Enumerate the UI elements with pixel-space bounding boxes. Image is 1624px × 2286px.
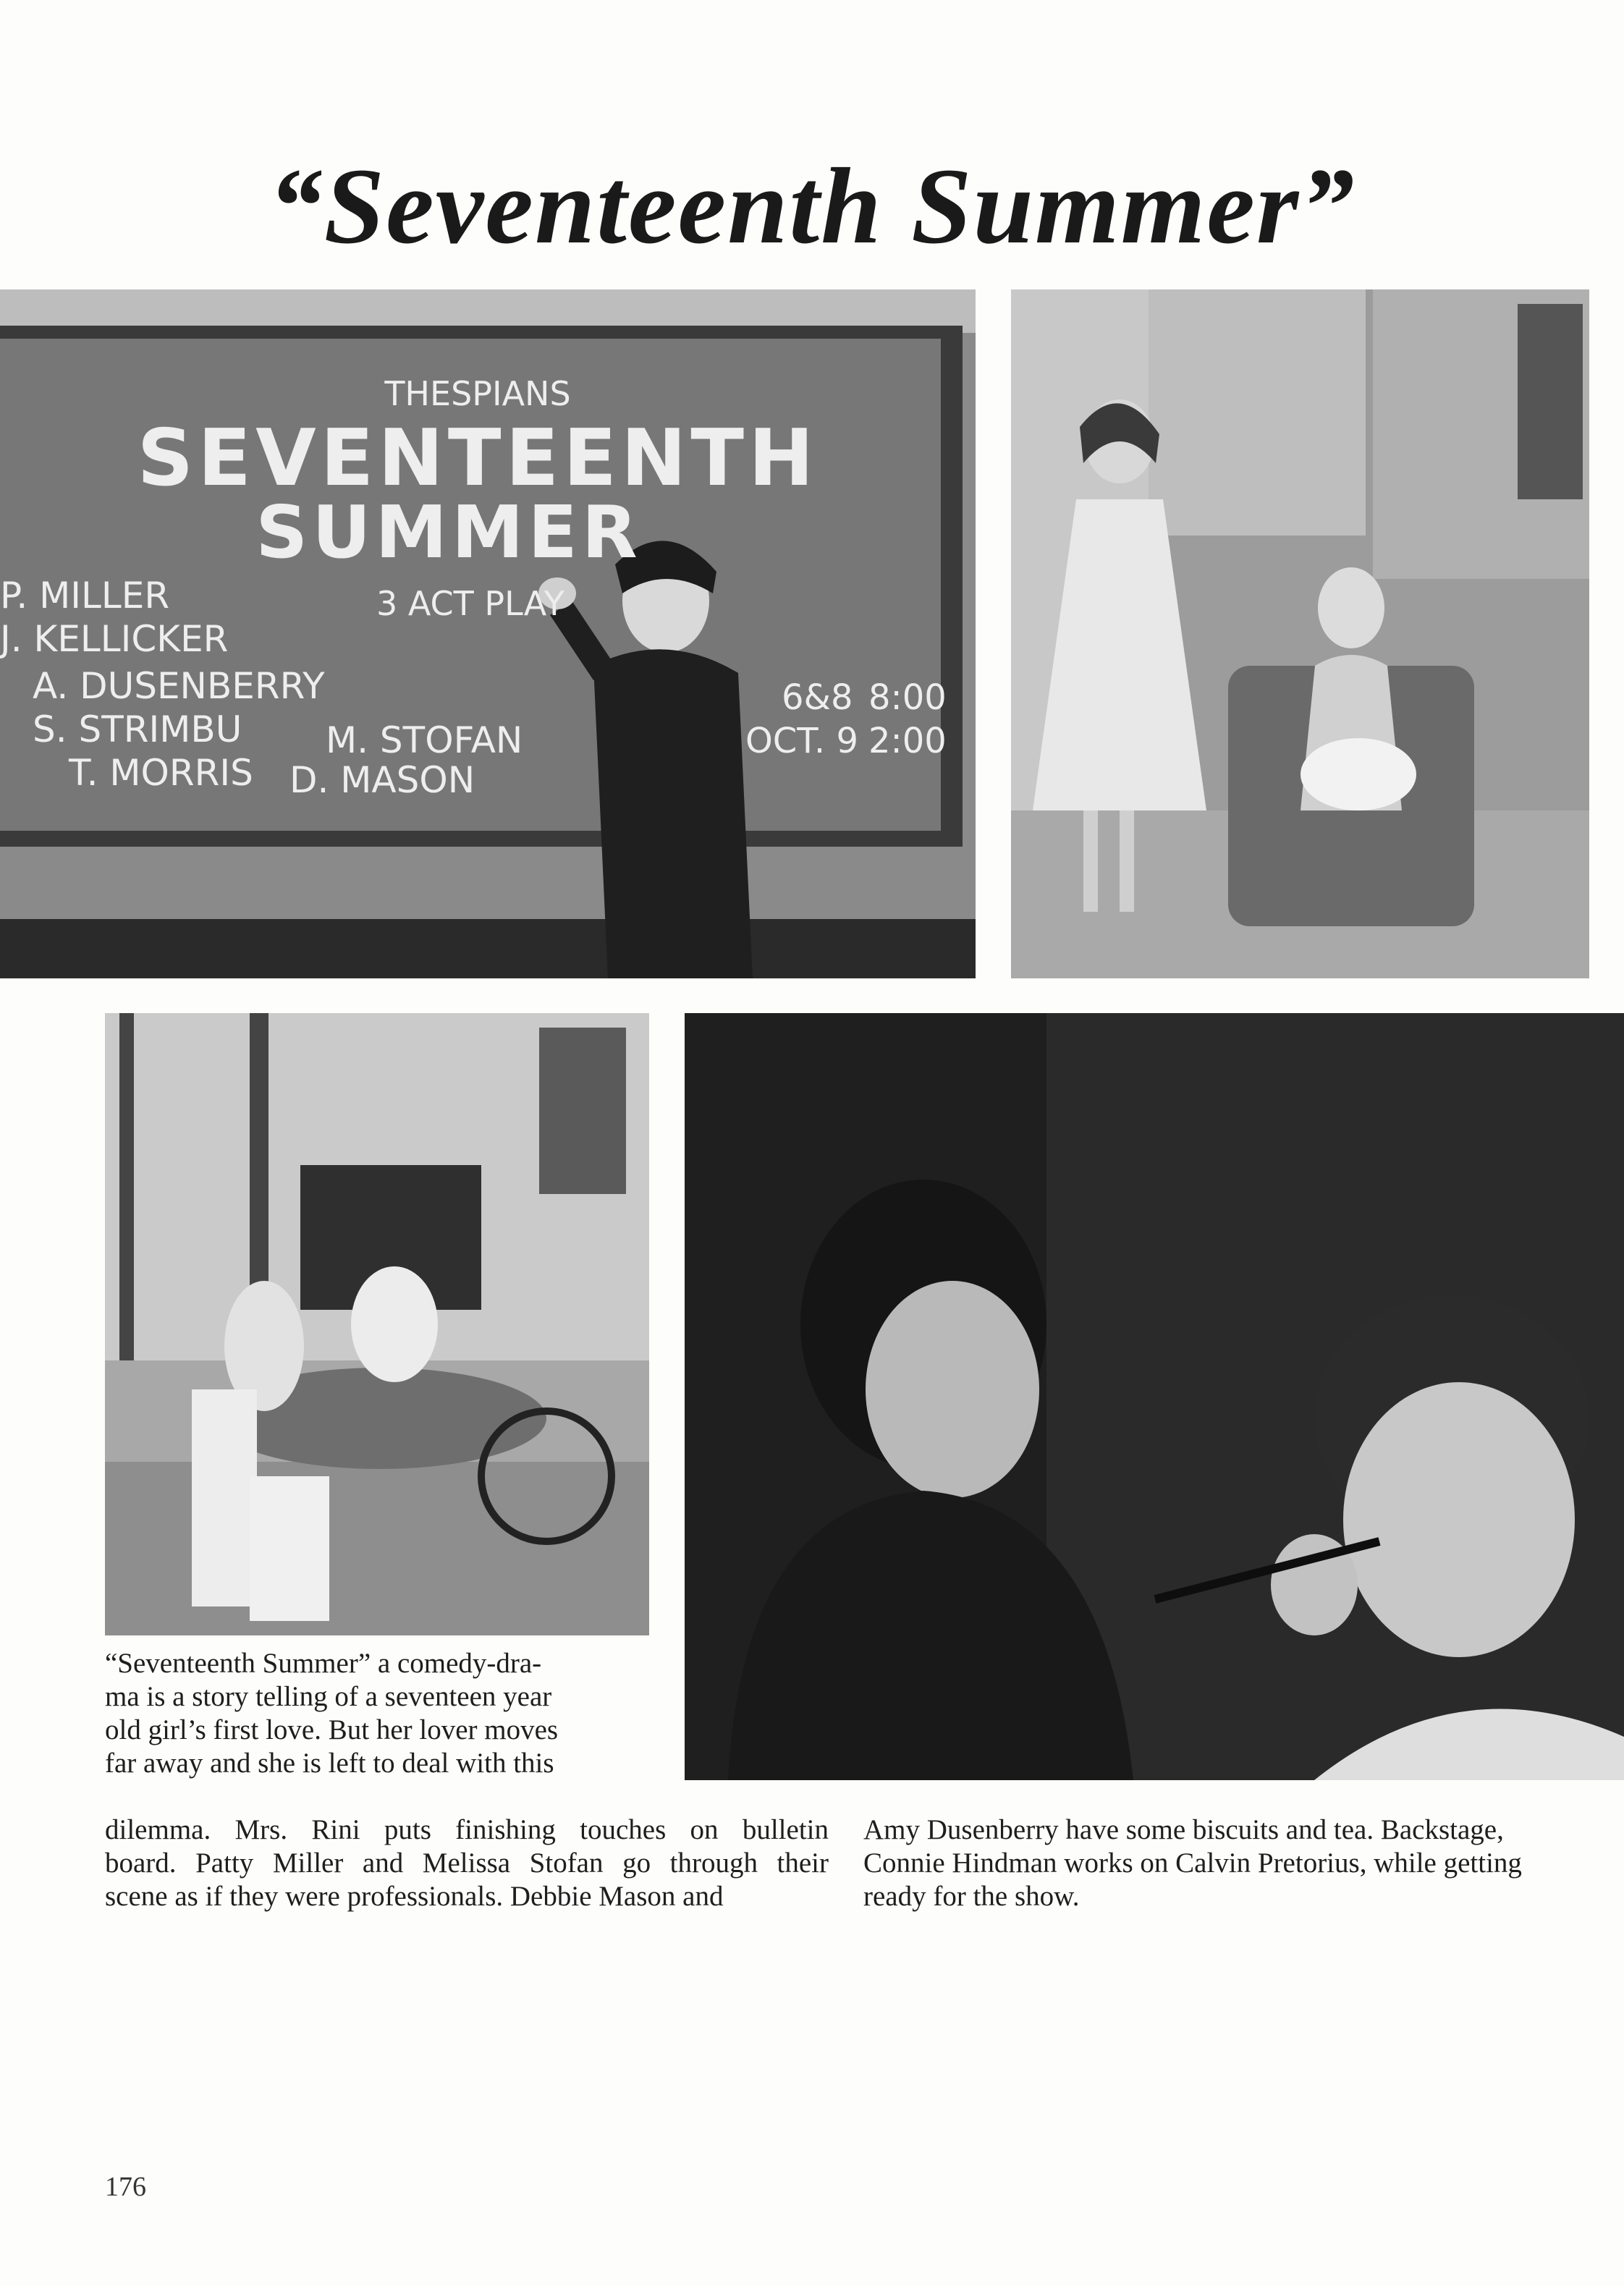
tea-scene-photo — [105, 1013, 649, 1635]
board-cast-6: M. STOFAN — [326, 719, 523, 761]
board-cast-4: S. STRIMBU — [33, 708, 242, 750]
caption-right — [863, 1813, 1587, 1913]
board-time-1: 8:00 — [868, 677, 947, 718]
caption-narrow — [105, 1647, 655, 1780]
board-cast-2: J. KELLICKER — [0, 618, 229, 660]
page-number: 176 — [105, 2172, 146, 2202]
board-date-1: 6&8 — [782, 677, 853, 718]
page-title: “Seventeenth Summer” — [268, 146, 1356, 266]
caption-line: old girl’s first love. But her lover moves — [105, 1714, 559, 1745]
board-cast-5: T. MORRIS — [69, 752, 253, 794]
caption-wide-last — [105, 1880, 829, 1913]
bulletin-board-photo — [0, 289, 976, 978]
board-cast-3: A. DUSENBERRY — [33, 665, 325, 707]
caption-line: Connie Hindman works on Calvin Pretorius, while getting — [863, 1847, 1522, 1879]
caption-line: ready for the show. — [863, 1881, 1080, 1912]
board-subtitle: 3 ACT PLAY — [376, 584, 564, 623]
caption-line: far away and she is left to deal with this — [105, 1748, 554, 1779]
caption-line: “Seventeenth Summer” a comedy-dra- — [105, 1648, 542, 1679]
board-line-2: SUMMER — [255, 490, 642, 575]
stage-scene-photo — [1011, 289, 1589, 978]
board-cast-1: P. MILLER — [0, 575, 170, 617]
caption-line: Amy Dusenberry have some biscuits and tea. Backstage, — [863, 1814, 1504, 1845]
board-date-2: OCT. 9 — [745, 721, 858, 761]
caption-line: scene as if they were professionals. Debbie Mason and — [105, 1881, 724, 1912]
backstage-makeup-photo — [685, 1013, 1624, 1780]
board-heading: THESPIANS — [384, 374, 571, 413]
caption-wide — [105, 1813, 829, 1880]
caption-line: ma is a story telling of a seventeen year — [105, 1681, 552, 1712]
caption-line: dilemma. Mrs. Rini puts finishing touches on bulletin — [105, 1814, 829, 1845]
caption-line: board. Patty Miller and Melissa Stofan go through their — [105, 1847, 829, 1879]
board-cast-7: D. MASON — [289, 759, 475, 801]
board-time-2: 2:00 — [868, 721, 947, 761]
board-line-1: SEVENTEENTH — [137, 413, 819, 504]
